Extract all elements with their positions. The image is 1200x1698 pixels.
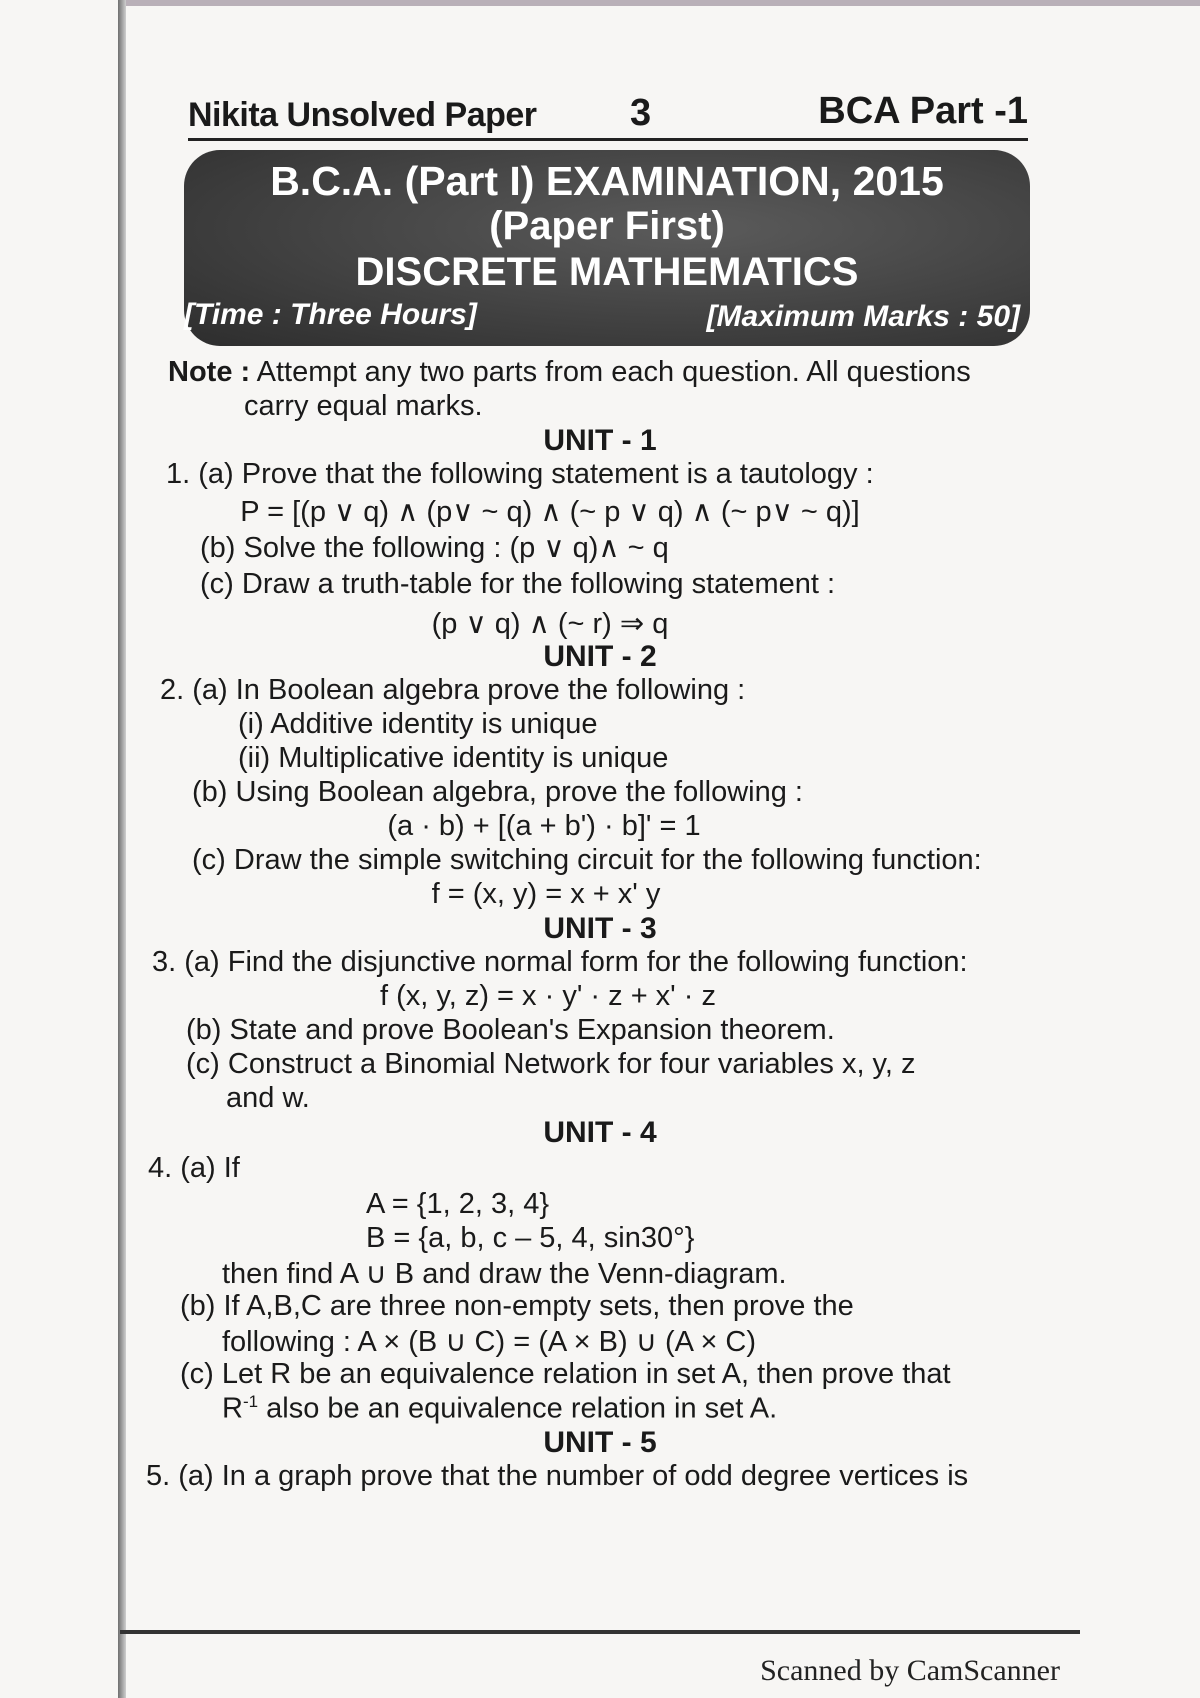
unit-1-heading: UNIT - 1 [543, 424, 657, 457]
question-4b: (b) If A,B,C are three non-empty sets, then prove the [180, 1290, 854, 1322]
question-1a: 1. (a) Prove that the following statement is a tautology : [166, 458, 874, 490]
question-3c: (c) Construct a Binomial Network for four variables x, y, z [186, 1048, 916, 1080]
page-number: 3 [630, 92, 652, 134]
question-3c-continued: and w. [226, 1082, 310, 1114]
question-5a: 5. (a) In a graph prove that the number of odd degree vertices is [146, 1460, 969, 1492]
question-4b-formula: following : A × (B ∪ C) = (A × B) ∪ (A × C) [222, 1326, 757, 1358]
time-allowed: [Time : Three Hours] [184, 298, 477, 331]
header-title: Nikita Unsolved Paper [188, 96, 537, 134]
bottom-divider [120, 1630, 1080, 1634]
inverse-exponent: -1 [242, 1392, 259, 1411]
unit-5-heading: UNIT - 5 [543, 1426, 657, 1459]
question-3a-formula: f (x, y, z) = x · y' · z + x' · z [380, 980, 716, 1012]
question-2c: (c) Draw the simple switching circuit for the following function: [192, 844, 982, 876]
question-2b: (b) Using Boolean algebra, prove the following : [192, 776, 803, 808]
question-4a-task: then find A ∪ B and draw the Venn-diagram. [222, 1258, 787, 1290]
note-text: Attempt any two parts from each question. All questions [256, 356, 971, 388]
exam-title-banner [184, 150, 1030, 346]
question-1c-formula: (p ∨ q) ∧ (~ r) ⇒ q [431, 608, 669, 640]
unit-4-heading: UNIT - 4 [543, 1116, 657, 1149]
question-1c: (c) Draw a truth-table for the following statement : [200, 568, 836, 600]
question-2a-i: (i) Additive identity is unique [238, 708, 598, 740]
question-2a: 2. (a) In Boolean algebra prove the following : [160, 674, 746, 706]
relation-symbol: R [222, 1392, 243, 1425]
unit-2-heading: UNIT - 2 [543, 640, 657, 673]
running-header [188, 90, 1028, 141]
note-line-2: carry equal marks. [244, 390, 483, 422]
question-4c-continued [222, 1392, 777, 1426]
set-a-definition: A = {1, 2, 3, 4} [366, 1188, 550, 1220]
note-line-1 [168, 356, 971, 389]
set-b-definition: B = {a, b, c – 5, 4, sin30°} [366, 1222, 695, 1254]
header-course: BCA Part -1 [818, 90, 1028, 132]
question-2b-formula: (a · b) + [(a + b') · b]' = 1 [387, 810, 701, 842]
question-3a: 3. (a) Find the disjunctive normal form for the following function: [152, 946, 968, 978]
scanner-watermark: Scanned by CamScanner [760, 1654, 1060, 1687]
question-4a: 4. (a) If [148, 1152, 240, 1184]
question-3b: (b) State and prove Boolean's Expansion theorem. [186, 1014, 835, 1046]
page-top-edge [118, 0, 1200, 6]
maximum-marks: [Maximum Marks : 50] [706, 300, 1020, 333]
question-2a-ii: (ii) Multiplicative identity is unique [238, 742, 669, 774]
exam-title: B.C.A. (Part I) EXAMINATION, 2015 [270, 158, 944, 204]
question-4c-tail: also be an equivalence relation in set A. [266, 1392, 778, 1425]
paper-number: (Paper First) [489, 204, 725, 248]
question-2c-formula: f = (x, y) = x + x' y [431, 878, 661, 910]
note-label: Note : [168, 356, 251, 388]
question-1b: (b) Solve the following : (p ∨ q)∧ ~ q [200, 532, 669, 564]
question-4c: (c) Let R be an equivalence relation in set A, then prove that [180, 1358, 951, 1390]
unit-3-heading: UNIT - 3 [543, 912, 657, 945]
question-1a-formula: P = [(p ∨ q) ∧ (p∨ ~ q) ∧ (~ p ∨ q) ∧ (~ p∨ ~ q)] [240, 496, 860, 528]
subject-title: DISCRETE MATHEMATICS [355, 250, 859, 294]
